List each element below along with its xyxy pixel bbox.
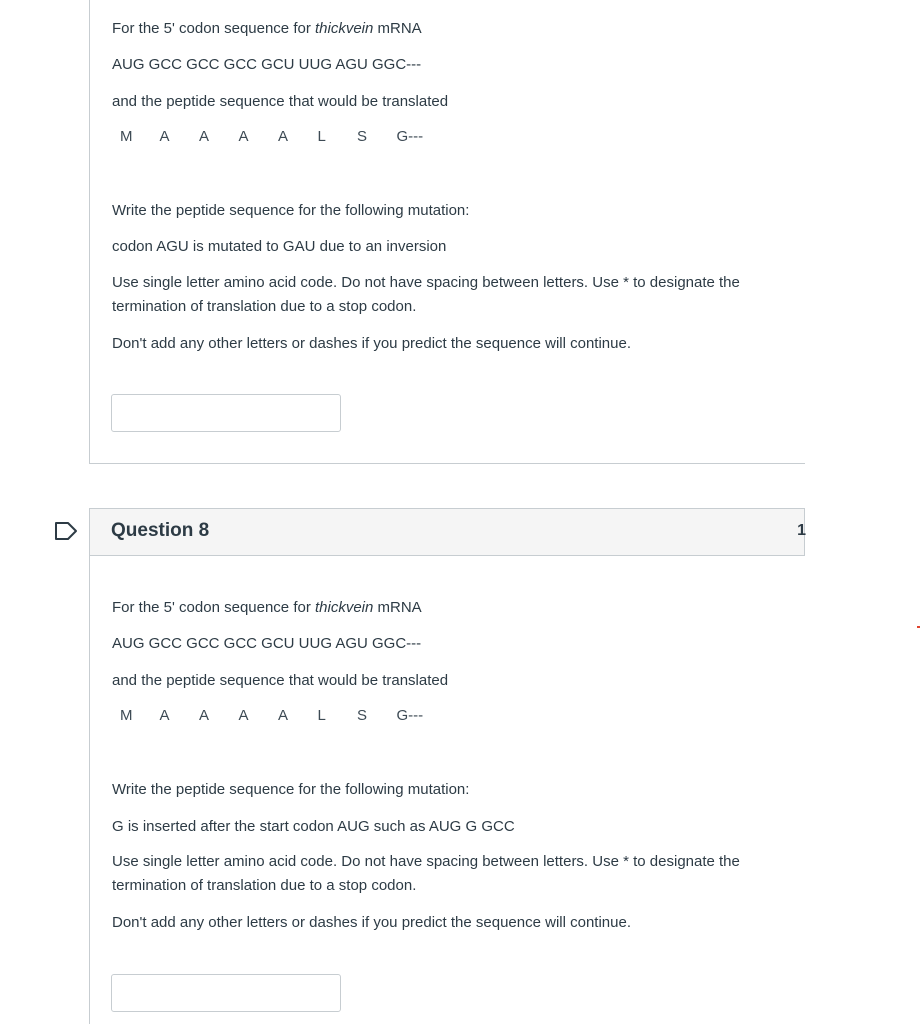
gene-name: thickvein — [315, 20, 374, 37]
question-8-intro: For the 5' codon sequence for thickvein mRNA — [112, 599, 422, 616]
amino-acid: L — [317, 128, 326, 145]
amino-acid: A — [238, 707, 249, 724]
question-8-points: 1 — [797, 522, 806, 539]
question-8-answer-input[interactable] — [111, 974, 341, 1012]
amino-acid: A — [238, 128, 249, 145]
question-8-header — [89, 508, 805, 556]
question-8-mutation: G is inserted after the start codon AUG such as AUG G GCC — [112, 818, 515, 835]
amino-acid: A — [278, 128, 289, 145]
bookmark-flag-icon[interactable] — [54, 521, 78, 541]
gene-name: thickvein — [315, 599, 374, 616]
edge-marker — [917, 626, 920, 628]
question-7-rules: Use single letter amino acid code. Do not have spacing between letters. Use * to designate the termination of translation due to a stop codon. — [112, 274, 740, 315]
question-7-instruction: Write the peptide sequence for the following mutation: — [112, 202, 470, 219]
amino-acid: S — [357, 128, 368, 145]
amino-acid: L — [317, 707, 326, 724]
question-8-body — [89, 556, 805, 1024]
amino-acid: A — [199, 128, 210, 145]
amino-acid: A — [159, 128, 170, 145]
question-8-peptide-intro: and the peptide sequence that would be translated — [112, 672, 449, 689]
question-7-intro: For the 5' codon sequence for thickvein mRNA — [112, 20, 422, 37]
question-8-instruction: Write the peptide sequence for the following mutation: — [112, 781, 470, 798]
question-7-codons: AUG GCC GCC GCC GCU UUG AGU GGC--- — [112, 56, 422, 73]
question-7-peptide-intro: and the peptide sequence that would be translated — [112, 93, 449, 110]
amino-acid: A — [278, 707, 289, 724]
amino-acid: G--- — [396, 128, 424, 145]
question-8-rules: Use single letter amino acid code. Do not have spacing between letters. Use * to designate the termination of translation due to a stop codon. — [112, 853, 740, 894]
question-8-note: Don't add any other letters or dashes if you predict the sequence will continue. — [112, 914, 632, 931]
amino-acid: G--- — [396, 707, 424, 724]
amino-acid: A — [159, 707, 170, 724]
question-7-mutation: codon AGU is mutated to GAU due to an inversion — [112, 238, 447, 255]
question-7-peptide — [120, 128, 423, 145]
question-8-title: Question 8 — [111, 520, 210, 541]
amino-acid: A — [199, 707, 210, 724]
question-8-peptide — [120, 707, 423, 724]
amino-acid: M — [120, 128, 133, 145]
amino-acid: M — [120, 707, 133, 724]
question-8-codons: AUG GCC GCC GCC GCU UUG AGU GGC--- — [112, 635, 422, 652]
question-7-body — [89, 0, 805, 464]
question-7-answer-input[interactable] — [111, 394, 341, 432]
amino-acid: S — [357, 707, 368, 724]
question-7-note: Don't add any other letters or dashes if you predict the sequence will continue. — [112, 335, 632, 352]
